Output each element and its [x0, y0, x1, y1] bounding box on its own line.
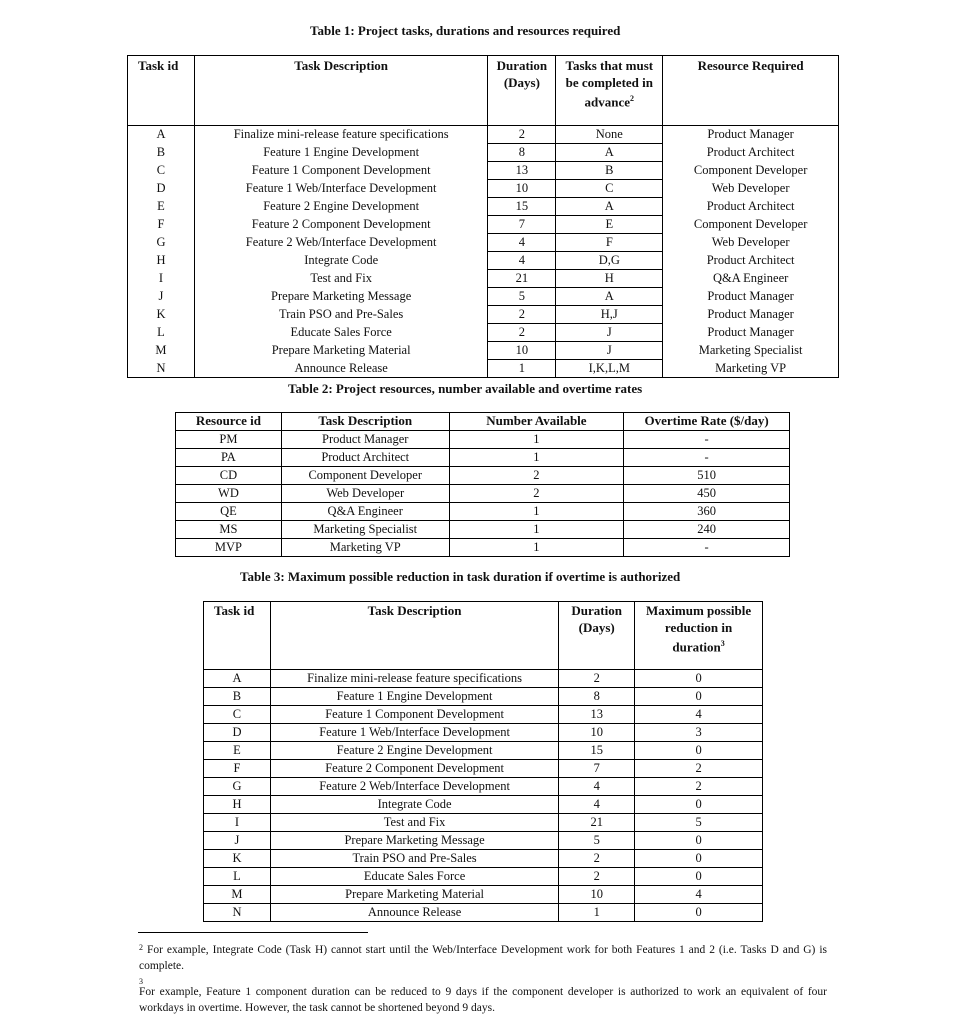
duration-cell: 21: [488, 270, 556, 288]
duration-cell: 8: [488, 144, 556, 162]
table-row: [128, 324, 839, 342]
max-reduction-cell: 0: [635, 904, 763, 922]
resource-cell: Product Manager: [663, 126, 839, 144]
task-id-cell: E: [128, 198, 195, 216]
duration-cell: 10: [488, 342, 556, 360]
overtime-rate-cell: -: [624, 538, 790, 556]
task-description-cell: Educate Sales Force: [270, 868, 558, 886]
task-id-cell: C: [128, 162, 195, 180]
task-description-cell: Train PSO and Pre-Sales: [194, 306, 487, 324]
table-row: [128, 198, 839, 216]
table1-header-task-id: Task id: [128, 56, 195, 126]
footnote-3-mark: 3: [139, 977, 143, 986]
task-id-cell: D: [204, 724, 271, 742]
task-id-cell: B: [204, 688, 271, 706]
table2-header-description: Task Description: [281, 413, 449, 431]
table-row: [204, 796, 763, 814]
max-reduction-cell: 0: [635, 868, 763, 886]
duration-cell: 1: [559, 904, 635, 922]
max-reduction-cell: 0: [635, 670, 763, 688]
table-row: [204, 724, 763, 742]
table-row: [128, 342, 839, 360]
table2: [175, 412, 790, 557]
resource-id-cell: MS: [176, 520, 282, 538]
table-row: [128, 180, 839, 198]
overtime-rate-cell: 510: [624, 466, 790, 484]
table-row: [128, 360, 839, 378]
table2-caption: Table 2: Project resources, number available and overtime rates: [288, 381, 643, 396]
duration-cell: 2: [488, 306, 556, 324]
task-description-cell: Feature 1 Engine Development: [194, 144, 487, 162]
table1-header-row: [128, 56, 839, 126]
footnote-3: [139, 976, 827, 1024]
available-cell: 1: [449, 502, 624, 520]
duration-cell: 4: [488, 252, 556, 270]
table-row: [128, 252, 839, 270]
duration-cell: 8: [559, 688, 635, 706]
table3-header-row: [204, 602, 763, 670]
overtime-rate-cell: 450: [624, 484, 790, 502]
duration-cell: 5: [488, 288, 556, 306]
max-reduction-cell: 4: [635, 886, 763, 904]
prerequisites-cell: J: [556, 324, 663, 342]
duration-cell: 1: [488, 360, 556, 378]
resource-id-cell: MVP: [176, 538, 282, 556]
resource-id-cell: PA: [176, 448, 282, 466]
task-description-cell: Announce Release: [194, 360, 487, 378]
task-description-cell: Feature 1 Engine Development: [270, 688, 558, 706]
table-row: [204, 814, 763, 832]
duration-cell: 4: [488, 234, 556, 252]
table2-header-available: Number Available: [449, 413, 624, 431]
task-id-cell: G: [204, 778, 271, 796]
footnote-ref-2: 2: [630, 94, 635, 103]
prerequisites-cell: F: [556, 234, 663, 252]
resource-cell: Product Architect: [663, 144, 839, 162]
duration-cell: 7: [559, 760, 635, 778]
resource-cell: Q&A Engineer: [663, 270, 839, 288]
prerequisites-cell: A: [556, 288, 663, 306]
table2-header-row: [176, 413, 790, 431]
task-id-cell: I: [204, 814, 271, 832]
task-id-cell: K: [204, 850, 271, 868]
task-id-cell: H: [128, 252, 195, 270]
table1-body: [128, 126, 839, 378]
prerequisites-cell: B: [556, 162, 663, 180]
task-id-cell: B: [128, 144, 195, 162]
table1-header-resource: Resource Required: [663, 56, 839, 126]
table-row: [176, 484, 790, 502]
available-cell: 1: [449, 520, 624, 538]
task-description-cell: Feature 2 Engine Development: [270, 742, 558, 760]
table-row: [204, 670, 763, 688]
table-row: [204, 850, 763, 868]
task-id-cell: A: [128, 126, 195, 144]
duration-cell: 13: [488, 162, 556, 180]
task-description-cell: Feature 2 Web/Interface Development: [194, 234, 487, 252]
duration-cell: 2: [559, 850, 635, 868]
task-description-cell: Finalize mini-release feature specifications: [270, 670, 558, 688]
max-reduction-cell: 0: [635, 742, 763, 760]
task-description-cell: Test and Fix: [270, 814, 558, 832]
duration-cell: 10: [559, 724, 635, 742]
table3-header-max-reduction: Maximum possible reduction in duration$^3$: [635, 602, 763, 670]
resource-cell: Product Manager: [663, 306, 839, 324]
table-row: [204, 886, 763, 904]
available-cell: 1: [449, 430, 624, 448]
table1-header-prerequisites: Tasks that must be completed in advance$^2$: [556, 56, 663, 126]
duration-cell: 4: [559, 796, 635, 814]
prerequisites-cell: E: [556, 216, 663, 234]
table-row: [204, 778, 763, 796]
table1: [127, 55, 839, 378]
task-description-cell: Feature 2 Web/Interface Development: [270, 778, 558, 796]
max-reduction-cell: 0: [635, 796, 763, 814]
prerequisites-cell: A: [556, 198, 663, 216]
table-row: [176, 466, 790, 484]
resource-cell: Product Manager: [663, 288, 839, 306]
table3-body: [204, 670, 763, 922]
resource-description-cell: Marketing Specialist: [281, 520, 449, 538]
task-description-cell: Test and Fix: [194, 270, 487, 288]
footnote-2-mark: 2: [139, 943, 143, 952]
task-description-cell: Prepare Marketing Material: [194, 342, 487, 360]
overtime-rate-cell: 240: [624, 520, 790, 538]
prerequisites-cell: I,K,L,M: [556, 360, 663, 378]
task-description-cell: Integrate Code: [194, 252, 487, 270]
resource-description-cell: Component Developer: [281, 466, 449, 484]
task-description-cell: Feature 1 Web/Interface Development: [194, 180, 487, 198]
resource-description-cell: Product Architect: [281, 448, 449, 466]
resource-cell: Web Developer: [663, 180, 839, 198]
table-row: [128, 126, 839, 144]
prerequisites-cell: A: [556, 144, 663, 162]
table-row: [176, 502, 790, 520]
duration-cell: 2: [559, 670, 635, 688]
task-description-cell: Train PSO and Pre-Sales: [270, 850, 558, 868]
table1-header-duration: Duration (Days): [488, 56, 556, 126]
task-id-cell: D: [128, 180, 195, 198]
resource-cell: Web Developer: [663, 234, 839, 252]
prerequisites-cell: H,J: [556, 306, 663, 324]
task-id-cell: L: [128, 324, 195, 342]
table3-header-description: Task Description: [270, 602, 558, 670]
available-cell: 2: [449, 466, 624, 484]
resource-cell: Product Architect: [663, 252, 839, 270]
max-reduction-cell: 4: [635, 706, 763, 724]
table-row: [176, 430, 790, 448]
max-reduction-cell: 0: [635, 832, 763, 850]
task-description-cell: Prepare Marketing Message: [270, 832, 558, 850]
task-id-cell: L: [204, 868, 271, 886]
resource-cell: Product Architect: [663, 198, 839, 216]
duration-cell: 4: [559, 778, 635, 796]
duration-cell: 2: [559, 868, 635, 886]
task-id-cell: J: [204, 832, 271, 850]
task-id-cell: F: [204, 760, 271, 778]
task-id-cell: F: [128, 216, 195, 234]
duration-cell: 7: [488, 216, 556, 234]
table-row: [176, 520, 790, 538]
available-cell: 2: [449, 484, 624, 502]
task-id-cell: N: [128, 360, 195, 378]
prerequisites-cell: D,G: [556, 252, 663, 270]
table-row: [176, 448, 790, 466]
task-id-cell: I: [128, 270, 195, 288]
duration-cell: 15: [488, 198, 556, 216]
duration-cell: 15: [559, 742, 635, 760]
duration-cell: 2: [488, 324, 556, 342]
table2-header-resource-id: Resource id: [176, 413, 282, 431]
available-cell: 1: [449, 448, 624, 466]
task-description-cell: Feature 1 Component Development: [194, 162, 487, 180]
resource-cell: Marketing Specialist: [663, 342, 839, 360]
available-cell: 1: [449, 538, 624, 556]
prerequisites-cell: J: [556, 342, 663, 360]
table-row: [128, 216, 839, 234]
prerequisites-cell: None: [556, 126, 663, 144]
max-reduction-cell: 2: [635, 760, 763, 778]
resource-id-cell: QE: [176, 502, 282, 520]
task-description-cell: Feature 2 Component Development: [194, 216, 487, 234]
resource-id-cell: WD: [176, 484, 282, 502]
table3-caption: Table 3: Maximum possible reduction in task duration if overtime is authorized: [240, 569, 681, 584]
prerequisites-cell: H: [556, 270, 663, 288]
table2-header-overtime-rate: Overtime Rate ($/day): [624, 413, 790, 431]
table-row: [204, 832, 763, 850]
table3: [203, 601, 763, 922]
table2-body: [176, 430, 790, 556]
table-row: [128, 270, 839, 288]
table-row: [128, 162, 839, 180]
task-description-cell: Feature 2 Engine Development: [194, 198, 487, 216]
task-id-cell: G: [128, 234, 195, 252]
footnote-separator: [138, 932, 368, 933]
task-description-cell: Feature 1 Web/Interface Development: [270, 724, 558, 742]
task-description-cell: Prepare Marketing Message: [194, 288, 487, 306]
overtime-rate-cell: -: [624, 448, 790, 466]
table-row: [128, 144, 839, 162]
task-description-cell: Educate Sales Force: [194, 324, 487, 342]
footnote-2: [139, 942, 827, 974]
resource-description-cell: Q&A Engineer: [281, 502, 449, 520]
table-row: [176, 538, 790, 556]
max-reduction-cell: 0: [635, 688, 763, 706]
resource-id-cell: PM: [176, 430, 282, 448]
prerequisites-cell: C: [556, 180, 663, 198]
duration-cell: 21: [559, 814, 635, 832]
max-reduction-cell: 2: [635, 778, 763, 796]
max-reduction-cell: 3: [635, 724, 763, 742]
table-row: [204, 904, 763, 922]
table-row: [204, 706, 763, 724]
task-id-cell: A: [204, 670, 271, 688]
table1-caption: Table 1: Project tasks, durations and resources required: [310, 23, 621, 38]
max-reduction-cell: 5: [635, 814, 763, 832]
table3-header-task-id: Task id: [204, 602, 271, 670]
overtime-rate-cell: -: [624, 430, 790, 448]
resource-description-cell: Web Developer: [281, 484, 449, 502]
task-id-cell: E: [204, 742, 271, 760]
resource-id-cell: CD: [176, 466, 282, 484]
resource-description-cell: Marketing VP: [281, 538, 449, 556]
task-description-cell: Prepare Marketing Material: [270, 886, 558, 904]
resource-cell: Product Manager: [663, 324, 839, 342]
table3-header-duration: Duration (Days): [559, 602, 635, 670]
table-row: [128, 288, 839, 306]
task-id-cell: N: [204, 904, 271, 922]
task-id-cell: J: [128, 288, 195, 306]
resource-cell: Component Developer: [663, 216, 839, 234]
task-id-cell: M: [128, 342, 195, 360]
table1-header-description: Task Description: [194, 56, 487, 126]
task-id-cell: M: [204, 886, 271, 904]
footnote-3-text: For example, Feature 1 component duration can be reduced to 9 days if the component developer is authorized to work an equivalent of four workdays in overtime. However, the task cannot be shortened beyond 9 days.: [139, 986, 827, 1014]
task-description-cell: Feature 2 Component Development: [270, 760, 558, 778]
task-description-cell: Announce Release: [270, 904, 558, 922]
table-row: [204, 688, 763, 706]
duration-cell: 5: [559, 832, 635, 850]
resource-cell: Component Developer: [663, 162, 839, 180]
duration-cell: 10: [488, 180, 556, 198]
task-id-cell: K: [128, 306, 195, 324]
task-description-cell: Finalize mini-release feature specifications: [194, 126, 487, 144]
task-id-cell: H: [204, 796, 271, 814]
footnote-ref-3: 3: [720, 639, 725, 648]
duration-cell: 13: [559, 706, 635, 724]
task-description-cell: Feature 1 Component Development: [270, 706, 558, 724]
task-description-cell: Integrate Code: [270, 796, 558, 814]
task-id-cell: C: [204, 706, 271, 724]
footnote-2-text: For example, Integrate Code (Task H) cannot start until the Web/Interface Development work for both Features 1 and 2 (i.e. Tasks D and G) is complete.: [139, 944, 827, 972]
resource-cell: Marketing VP: [663, 360, 839, 378]
table-row: [204, 760, 763, 778]
table-row: [128, 234, 839, 252]
duration-cell: 10: [559, 886, 635, 904]
duration-cell: 2: [488, 126, 556, 144]
max-reduction-cell: 0: [635, 850, 763, 868]
table-row: [128, 306, 839, 324]
resource-description-cell: Product Manager: [281, 430, 449, 448]
overtime-rate-cell: 360: [624, 502, 790, 520]
table-row: [204, 868, 763, 886]
table-row: [204, 742, 763, 760]
